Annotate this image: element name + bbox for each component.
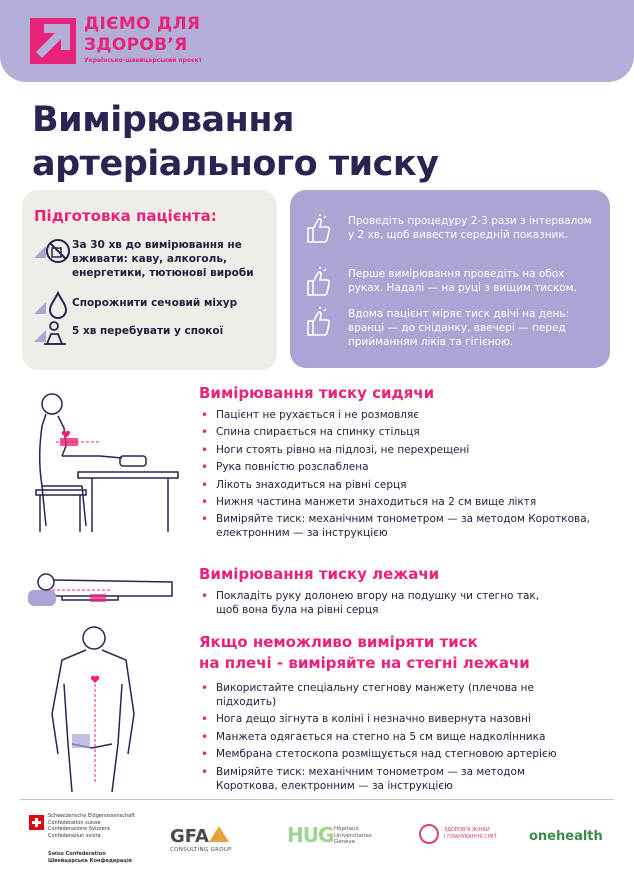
logo-line-2: ЗДОРОВ’Я (84, 35, 188, 55)
thigh-instructions-list (201, 681, 561, 796)
water-drop-icon (34, 290, 70, 320)
preparation-item-text: 5 хв перебувати у спокої (72, 325, 224, 337)
page-title-line-1: Вимірювання (32, 100, 294, 140)
gfa-triangle-icon (209, 826, 229, 842)
swiss-flag-icon (29, 815, 44, 830)
preparation-item-emphasis: За 30 хв до вимірювання не вживати: (72, 239, 242, 265)
womens-health-line: ЗДОРОВ'Я ЖІНКИ (444, 827, 490, 833)
list-item: • Використайте спеціальну стегнову манжету (плечова не підходить) (201, 681, 561, 709)
thumbs-up-icon (304, 267, 332, 297)
list-item: • Покладіть руку долонею вгору на подушку чи стегно так, щоб вона була на рівні серця (201, 589, 541, 617)
swiss-line: Confederaziun svizra (48, 832, 101, 839)
lying-section-title: Вимірювання тиску лежачи (199, 565, 440, 583)
list-item: • Мембрана стетоскопа розміщується над стегновою артерією (201, 747, 561, 761)
footer-divider (20, 799, 614, 800)
swiss-confederation-text-2 (48, 851, 132, 864)
preparation-item-text (72, 238, 272, 280)
hug-line: Universitaires (334, 832, 372, 839)
gfa-subtitle: CONSULTING GROUP (170, 847, 232, 853)
logo-subtitle: Українсько-швейцарський проєкт (84, 57, 203, 64)
swiss-line: Swiss Confederation (48, 851, 106, 857)
hug-logo: HUG (287, 823, 334, 847)
hug-line: Hôpitaux (334, 826, 359, 832)
sitting-section-title: Вимірювання тиску сидячи (199, 384, 435, 402)
thigh-section-title (199, 632, 530, 674)
thigh-measurement-illustration (42, 624, 142, 794)
swiss-line: Швейцарська Конфедерація (48, 857, 132, 864)
thumbs-up-icon (304, 214, 332, 244)
list-item: • Манжета одягається на стегно на 5 см вище надколінника (201, 730, 561, 744)
arrow-logo-icon (30, 18, 76, 64)
gfa-logo: GFA (170, 826, 209, 847)
thumbs-up-icon (304, 307, 332, 337)
list-item: • Рука повністю розслаблена (201, 460, 601, 474)
no-coffee-icon (34, 236, 70, 266)
preparation-title: Підготовка пацієнта: (34, 207, 217, 225)
tip-text: Проведіть процедуру 2-3 рази з інтервалом у 2 хв, щоб вивести середній показник. (348, 215, 592, 241)
thigh-section-title-line-1: Якщо неможливо виміряти тиск (199, 633, 478, 651)
list-item: • Лікоть знаходиться на рівні серця (201, 478, 601, 492)
list-item: • Пацієнт не рухається і не розмовляє (201, 408, 601, 422)
list-item: • Нижня частина манжети знаходиться на 2 см вище ліктя (201, 495, 601, 509)
lying-patient-illustration (22, 570, 182, 620)
page-title-line-2: артеріального тиску (32, 144, 439, 184)
swiss-line: Schweizerische Eidgenossenschaft (48, 813, 135, 819)
sitting-patient-illustration (22, 386, 182, 536)
tip-text: Вдома пацієнт міряє тиск двічі на день: вранці — до сніданку, ввечері — перед прийманням ліків та гігієною. (348, 308, 570, 348)
header-band (0, 0, 634, 82)
hug-subtitle (334, 826, 372, 846)
preparation-item-text: Спорожнити сечовий міхур (72, 297, 238, 309)
list-item: • Виміряйте тиск: механічним тонометром — за методом Короткова, електронним — за інструкцією (201, 512, 601, 540)
page-title (32, 98, 439, 186)
list-item: • Спина спирається на спинку стільця (201, 425, 601, 439)
onehealth-logo: onehealth (529, 829, 603, 844)
womens-health-line: І ПЛАНУВАННЯ СІМ'Ї (444, 833, 497, 840)
thigh-section-title-line-2: на плечі - виміряйте на стегні лежачи (199, 654, 530, 672)
list-item: • Ноги стоять рівно на підлозі, не перехрещені (201, 443, 601, 457)
sitting-instructions-list (201, 408, 601, 544)
swiss-line: Confédération suisse (48, 819, 101, 826)
womens-health-text (444, 827, 496, 840)
lying-instructions-list (201, 589, 541, 620)
list-item: • Нога дещо зігнута в коліні і незначно вивернута назовні (201, 712, 561, 726)
preparation-item-detail: каву, алкоголь, енергетики, тютюнові вироби (72, 253, 254, 279)
tip-text: Перше вимірювання проведіть на обох руках. Надалі — на руці з вищим тиском. (348, 268, 577, 294)
logo-line-1: ДІЄМО ДЛЯ (84, 14, 201, 34)
patient-preparation-panel (22, 190, 277, 370)
measurement-tips-panel (290, 190, 610, 368)
rest-icon (34, 318, 70, 348)
hug-line: Genève (334, 839, 356, 845)
swiss-confederation-text (48, 813, 135, 839)
logo-title (84, 14, 200, 56)
swiss-line: Confederazione Svizzera (48, 826, 110, 832)
list-item: • Виміряйте тиск: механічним тонометром — за методом Короткова, електронним — за інструкцією (201, 765, 561, 793)
womens-health-logo-icon (419, 824, 439, 844)
